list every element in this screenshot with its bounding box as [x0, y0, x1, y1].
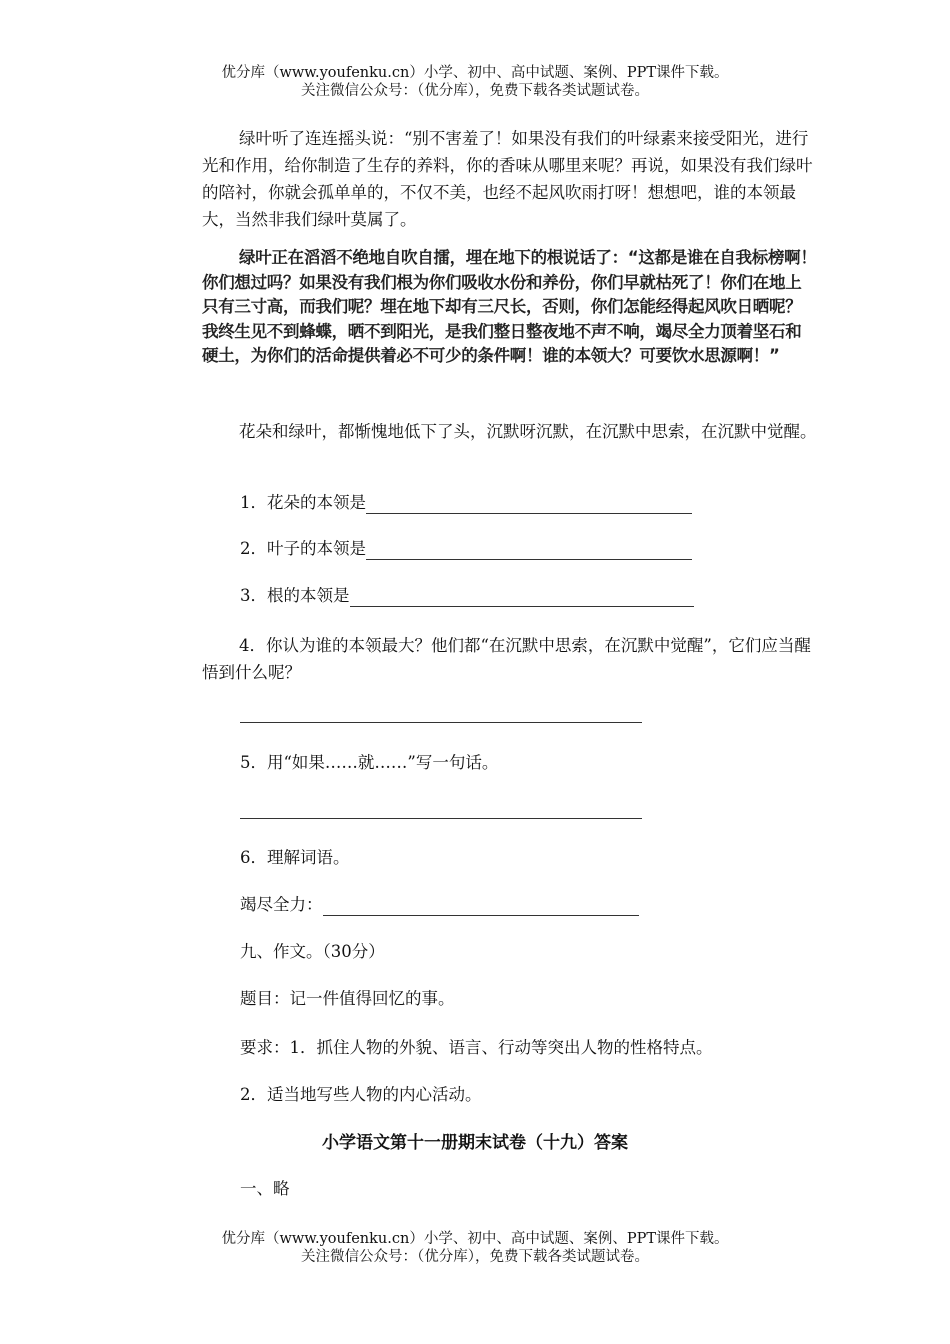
- header-line-1: 优分库（www.youfenku.cn）小学、初中、高中试题、案例、PPT课件下载。: [221, 65, 729, 81]
- answer-blank-1[interactable]: [366, 495, 692, 514]
- question-2-text: 2．叶子的本领是: [240, 539, 366, 558]
- footer-line-1: 优分库（www.youfenku.cn）小学、初中、高中试题、案例、PPT课件下载。: [221, 1231, 729, 1247]
- answer-blank-3[interactable]: [350, 588, 694, 607]
- page-header-bottom: [0, 1230, 950, 1266]
- question-6: 6．理解词语。: [240, 848, 350, 867]
- answer-key-title: 小学语文第十一册期末试卷（十九）答案: [322, 1133, 628, 1153]
- answer-blank-6[interactable]: [323, 897, 639, 916]
- question-1-text: 1．花朵的本领是: [240, 493, 366, 512]
- passage-paragraph-3: 花朵和绿叶，都惭愧地低下了头，沉默呀沉默，在沉默中思索，在沉默中觉醒。: [239, 422, 817, 441]
- header-line-2: 关注微信公众号：（优分库），免费下载各类试题试卷。: [301, 83, 649, 99]
- composition-requirement-1: 要求：1．抓住人物的外貌、语言、行动等突出人物的性格特点。: [240, 1038, 713, 1057]
- question-2: [240, 538, 692, 560]
- page-header-top: [0, 64, 950, 100]
- question-3: [240, 585, 694, 607]
- question-5: 5．用“如果……就……”写一句话。: [240, 753, 499, 772]
- question-3-text: 3．根的本领是: [240, 586, 350, 605]
- composition-topic: 题目：记一件值得回忆的事。: [240, 989, 455, 1008]
- question-4: 4．你认为谁的本领最大？他们都“在沉默中思索，在沉默中觉醒”，它们应当醒悟到什么呢？: [202, 636, 811, 682]
- term-label: 竭尽全力：: [240, 895, 323, 914]
- composition-heading: 九、作文。（30分）: [240, 942, 385, 961]
- footer-line-2: 关注微信公众号：（优分库），免费下载各类试题试卷。: [301, 1249, 649, 1265]
- answer-blank-2[interactable]: [366, 541, 692, 560]
- question-6-term: [240, 894, 639, 916]
- composition-requirement-2: 2．适当地写些人物的内心活动。: [240, 1085, 482, 1104]
- answer-line-4[interactable]: [240, 722, 642, 723]
- answer-1: 一、略: [240, 1179, 290, 1198]
- question-1: [240, 492, 692, 514]
- answer-line-5[interactable]: [240, 818, 642, 819]
- passage-paragraph-2-scan: 绿叶正在滔滔不绝地自吹自擂，埋在地下的根说话了：“这都是谁在自我标榜啊！你们想过吗？如果没有我们根为你们吸收水份和养份，你们早就枯死了！你们在地上只有三寸高，而我们呢？埋在地下却有三尺长，否则，你们怎能经得起风吹日晒呢？我终生见不到蜂蝶，晒不到阳光，是我们整日整夜地不声不响，竭尽全力顶着坚石和硬土，为你们的活命提供着必不可少的条件啊！谁的本领大？可要饮水思源啊！”: [202, 248, 817, 365]
- passage-paragraph-1: 绿叶听了连连摇头说：“别不害羞了！如果没有我们的叶绿素来接受阳光，进行光和作用，给你制造了生存的养料，你的香味从哪里来呢？再说，如果没有我们绿叶的陪衬，你就会孤单单的，不仅不美，也经不起风吹雨打呀！想想吧，谁的本领最大，当然非我们绿叶莫属了。: [202, 129, 813, 229]
